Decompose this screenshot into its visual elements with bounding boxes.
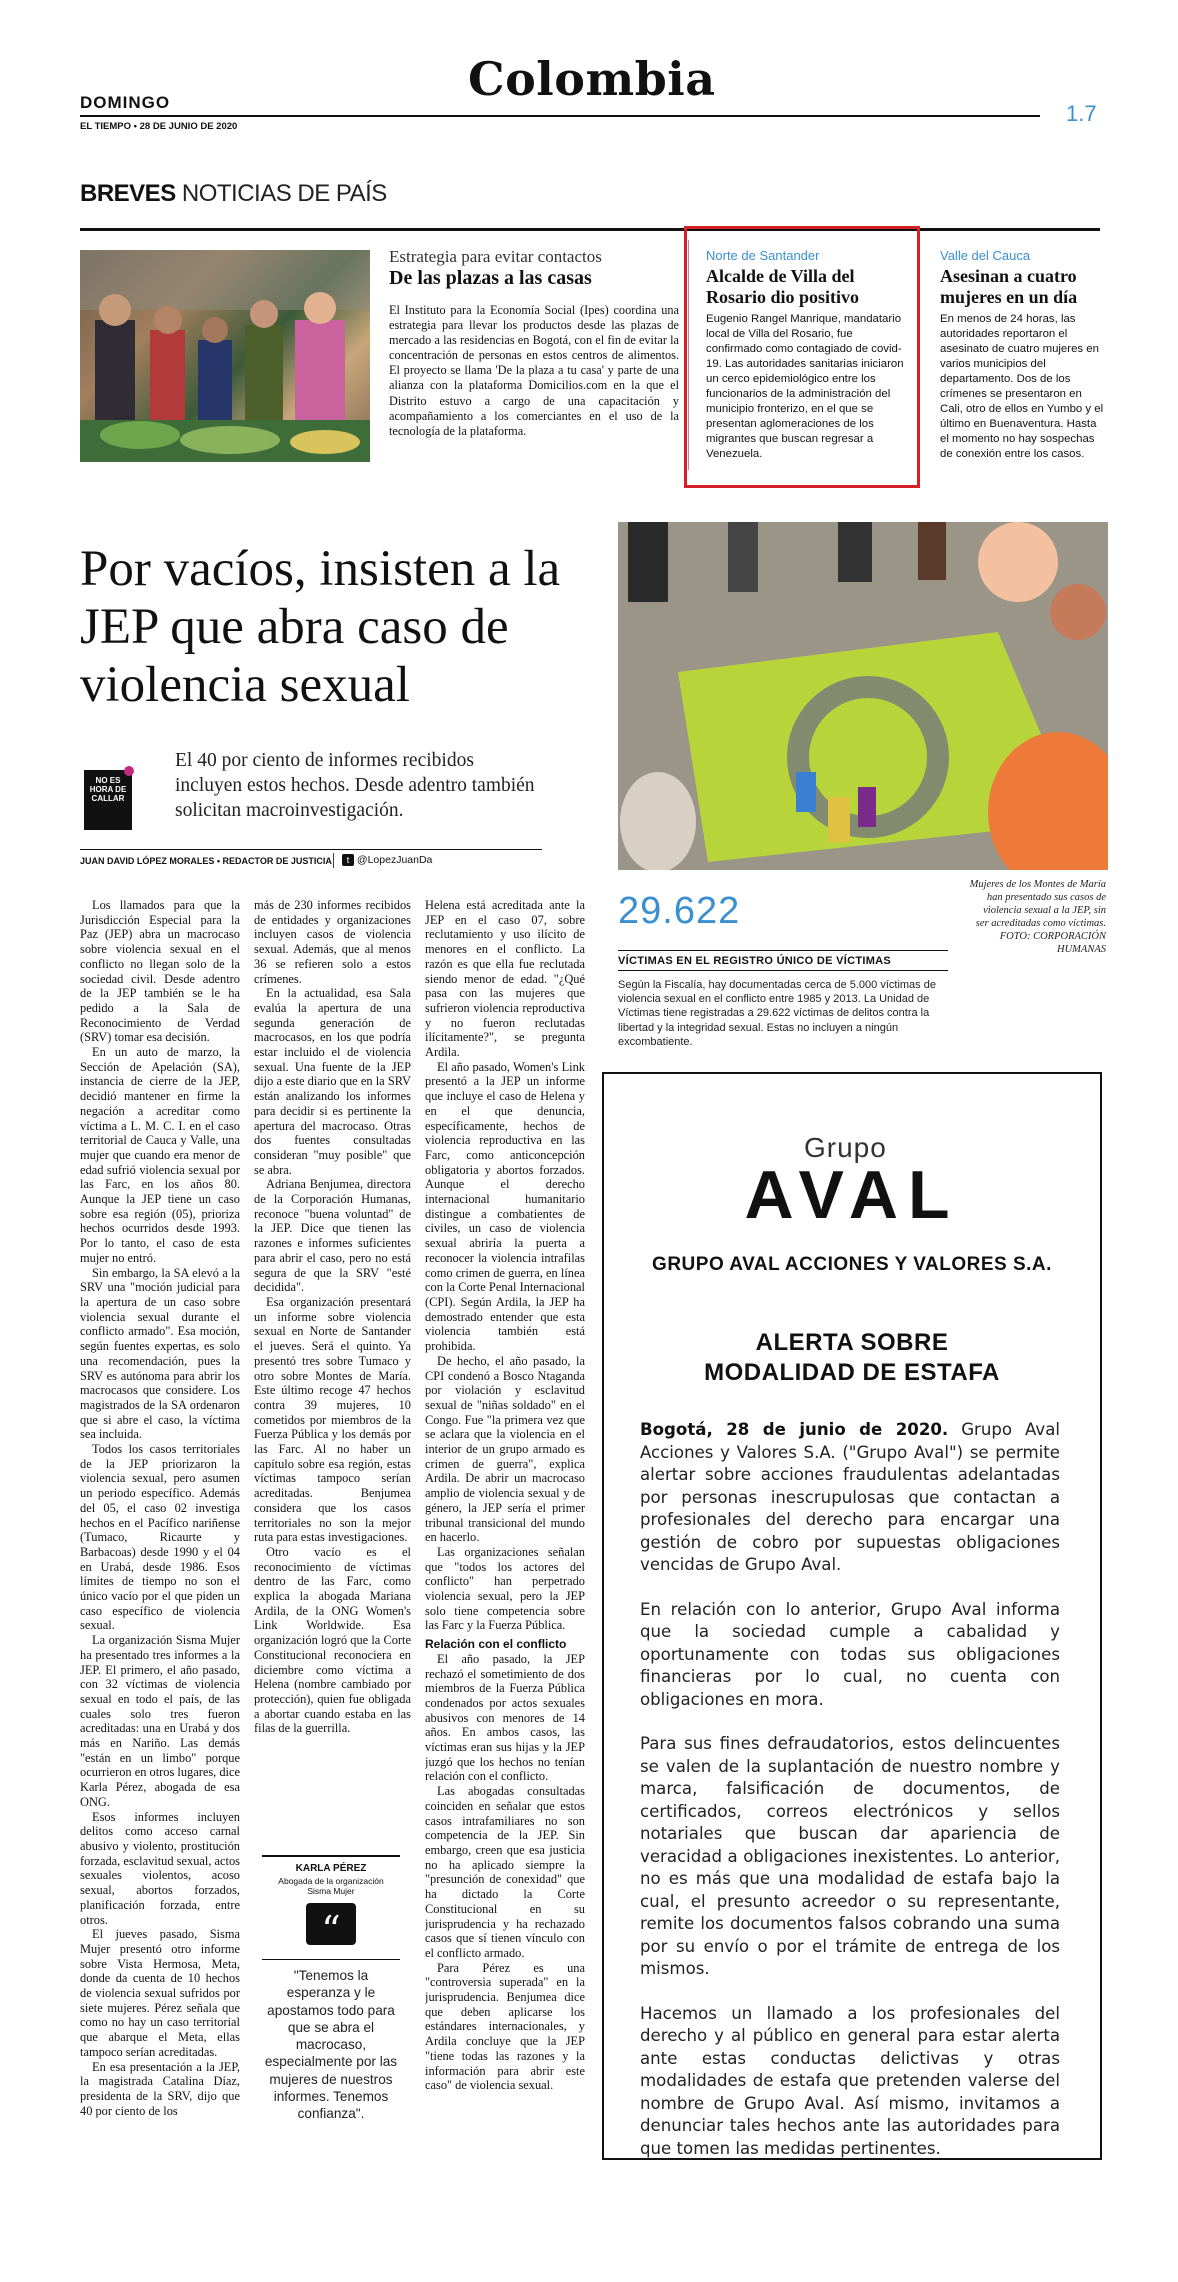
col3-p4: Las organizaciones señalan que "todos los actores del conflicto" han perpetrado violencia sexual, pero la JEP solo tiene competencia sobre las Farc y la Fuerza Pública. xyxy=(425,1544,585,1633)
campaign-logo xyxy=(84,770,132,830)
article-photo-art xyxy=(618,522,1108,870)
stat-value: 29.622 xyxy=(618,890,741,932)
campaign-logo-dot xyxy=(124,766,134,776)
ad-paragraph-3: Para sus fines defraudatorios, estos delincuentes se valen de la suplantación de nuestro nombre y marca, falsificación de documentos, de certificados, correos electrónicos y sellos notariales que buscan dar apariencia de veracidad a obligaciones inexistentes. Lo anterior, no es más que una modalidad de estafa bajo la cual, el presunto acreedor o su representante, remite los documentos falsos cobrando una suma por su envío o por el trámite de entrega de los mismos. xyxy=(640,1734,1060,1978)
col3-p5: El año pasado, la JEP rechazó el sometimiento de dos miembros de la Fuerza Pública condenados por actos sexuales abusivos con menores de 14 años. En ambos casos, las víctimas eran sus hijas y la JEP juzgó que los hechos no tenían relación con el conflicto. xyxy=(425,1651,585,1784)
breves-label-light: NOTICIAS DE PAÍS xyxy=(181,180,387,207)
photo-caption: Mujeres de los Montes de María han presentado sus casos de violencia sexual a la JEP, sin ser acreditadas como víctimas. FOTO: CORPORACIÓN HUMANAS xyxy=(969,879,1106,955)
col1-p4: Todos los casos territoriales de la JEP priorizaron la violencia sexual, pero asumen un periodo específico. Además del 05, el caso 02 investiga hechos en el Pacífico nariñense (Tumaco, Ricaurte y Barbacoas) desde 1990 y el 04 en Urabá, desde 1986. Esos límites de tiempo no son el único vacío por el que piden un caso específico de violencia sexual. xyxy=(80,1442,240,1633)
col1-p7: El jueves pasado, Sisma Mujer presentó otro informe sobre Vista Hermosa, Meta, donde da cuenta de 10 hechos de violencia sexual sufridos por siete mujeres. Pérez señala que como no hay un caso territorial que abarque el Meta, ellas tampoco serían acreditadas. xyxy=(80,1927,240,2059)
twitter-handle-text: @LopezJuanDa xyxy=(356,854,433,866)
col2-p1: más de 230 informes recibidos de entidades y organizaciones incluyen casos de violencia sexual. Además, que al menos 36 se refieren solo a estos crímenes. xyxy=(254,898,411,986)
brief-3-title: Asesinan a cuatro mujeres en un día xyxy=(940,266,1078,307)
article-column-2 xyxy=(254,898,411,1828)
col2-p3: Adriana Benjumea, directora de la Corporación Humanas, reconoce "buena voluntad" de la JEP. Dice que tienen las razones e informes suficientes para abrir el caso, pero no está segura de que la SRV "esté decidida". xyxy=(254,1177,411,1295)
quote-name: KARLA PÉREZ xyxy=(295,1863,367,1874)
grupo-aval-ad xyxy=(602,1072,1102,2160)
campaign-logo-text: NO ES HORA DE CALLAR xyxy=(89,776,127,803)
col1-p2: En un auto de marzo, la Sección de Apelación (SA), instancia de cierre de la JEP, decidió mantener en firme la negación a acreditar como víctima a L. M. C. I. en el caso territorial de Cauca y Valle, una mujer que cuando era menor de edad sufrió violencia sexual por las Farc, en los años 80. Aunque la JEP tiene un caso sobre esa región (05), prioriza hechos ocurridos desde 1993. Por lo tanto, el caso de esta mujer no entró. xyxy=(80,1045,240,1265)
ad-paragraph-2: En relación con lo anterior, Grupo Aval informa que la sociedad cumple a cabalidad y oportunamente con todas sus obligaciones financieras por lo cual, no cuenta con obligaciones en mora. xyxy=(640,1599,1060,1709)
col2-p5: Otro vacío es el reconocimiento de víctimas dentro de las Farc, como explica la abogada Mariana Ardila, de la ONG Women's Link Worldwide. Esa organización logró que la Corte Constitucional reconociera en diciembre como víctima a Helena (nombre cambiado por protección), quien fue obligada a abortar cuando estaba en las filas de la guerrilla. xyxy=(254,1544,411,1736)
article-headline: Por vacíos, insisten a la JEP que abra caso de violencia sexual xyxy=(80,541,561,713)
brief-2-body: Eugenio Rangel Manrique, mandatario local de Villa del Rosario, fue confirmado como contagiado de covid-19. Las autoridades sanitarias iniciaron un cerco epidemiológico entre los funcionarios de la administración del municipio fronterizo, en el que se presentan aglomeraciones de los migrantes que buscan regresar a Venezuela. xyxy=(706,313,904,460)
quote-mid-rule xyxy=(262,1959,400,1960)
brief-1-title: De las plazas a las casas xyxy=(389,267,592,289)
col1-p6: Esos informes incluyen delitos como acceso carnal abusivo y violento, prostitución forzada, esclavitud sexual, actos sexuales violentos, acoso sexual, abortos forzados, planificación forzada, entre otros. xyxy=(80,1809,240,1927)
ad-paragraph-1-text: Grupo Aval Acciones y Valores S.A. ("Grupo Aval") se permite alertar sobre acciones fraudulentas adelantadas por personas inescrupulosas que contactan a profesionales del derecho para encargar una gestión de cobro por supuestas obligaciones vencidas de Grupo Aval. xyxy=(640,1420,1060,1574)
col3-subhead: Relación con el conflicto xyxy=(425,1637,567,1652)
ad-body xyxy=(640,1419,1060,2182)
col3-p2: El año pasado, Women's Link presentó a la JEP un informe que incluye el caso de Helena y en el que denuncia, específicamente, hechos de violencia reproductiva en las Farc, como anticoncepción obligatoria y abortos forzados. Aunque el derecho internacional humanitario distingue a combatientes de civiles, un caso de violencia sexual abriría la puerta a reconocer la violencia intrafilas como crimen de guerra, en línea con la Corte Penal Internacional (CPI). Según Ardila, la JEP ha demostrado entender que esta violencia también está prohibida. xyxy=(425,1059,585,1354)
market-photo xyxy=(80,250,370,462)
ad-brand-large: AVAL xyxy=(744,1157,960,1233)
ad-paragraph-4: Hacemos un llamado a los profesionales del derecho y al público en general para estar alerta ante estas conductas delictivas y otras modalidades de estafa que pretenden valerse del nombre de Grupo Aval. Así mismo, invitamos a denunciar tales hechos ante las autoridades para que tomen las medidas pertinentes. xyxy=(640,2003,1060,2158)
article-deck: El 40 por ciento de informes recibidos incluyen estos hechos. Desde adentro también solicitan macroinvestigación. xyxy=(175,750,535,821)
page-number: 1.7 xyxy=(1066,101,1097,126)
breves-rule xyxy=(80,228,1100,231)
twitter-icon: t xyxy=(342,854,354,866)
col2-p4: Esa organización presentará un informe sobre violencia sexual en Norte de Santander el jueves. Será el quinto. Ya presentó tres sobre Tumaco y otro sobre Montes de María. Este último recoge 47 hechos contra 39 mujeres, 10 cometidos por miembros de la Fuerza Pública y los demás por las Farc. Al no haber un capítulo sobre esa región, estas víctimas tampoco serían acreditadas. Benjumea considera que los casos territoriales no son la mejor ruta para estas investigaciones. xyxy=(254,1294,411,1545)
col2-p2: En la actualidad, esa Sala evalúa la apertura de una segunda generación de macrocasos, en los que podría estar incluido el de violencia sexual. Una fuente de la JEP dijo a este diario que en la SRV están analizando los informes para decidir si es pertinente la apertura del macrocaso. Otras dos fuentes consultadas consideran "muy posible" que se abra. xyxy=(254,986,411,1177)
col1-p8: En esa presentación a la JEP, la magistrada Catalina Díaz, presidenta de la SRV, dijo que 40 por ciento de los xyxy=(80,2059,240,2118)
ad-brand-small: Grupo xyxy=(804,1132,887,1163)
ad-company: GRUPO AVAL ACCIONES Y VALORES S.A. xyxy=(652,1254,1052,1275)
col1-p3: Sin embargo, la SA elevó a la SRV una "moción judicial para la apertura de un caso sobre violencia sexual durante el conflicto armado". Esa moción, según fuentes expertas, es solo una recomendación, pues la SRV es autónoma para abrir los macrocasos que considere. Los magistrados de la SA ordenaron que si abre el caso, la víctima sea incluida. xyxy=(80,1265,240,1442)
dateline: EL TIEMPO • 28 DE JUNIO DE 2020 xyxy=(80,121,238,132)
day-label: DOMINGO xyxy=(80,93,171,112)
col1-p5: La organización Sisma Mujer ha presentado tres informes a la JEP. El primero, el año pasado, con 32 víctimas de violencia sexual en todo el país, de las cuales solo tres fueron acreditadas: una en Urabá y dos más en Nariño. Las demás "están en un limbo" porque ocurrieron en otros lugares, dice Karla Pérez, abogada de esa ONG. xyxy=(80,1633,240,1809)
quote-top-rule xyxy=(262,1855,400,1857)
col3-p1: Helena está acreditada ante la JEP en el caso 07, sobre reclutamiento y uso ilícito de menores en el conflicto. La razón es que ella fue reclutada siendo menor de edad. "¿Qué pasa con las mujeres que sufrieron violencia reproductiva y no fueron reclutadas ilícitamente?", se pregunta Ardila. xyxy=(425,898,585,1060)
ad-title-line2: MODALIDAD DE ESTAFA xyxy=(704,1359,1000,1386)
breves-label-bold: BREVES xyxy=(80,180,176,207)
stat-text: Según la Fiscalía, hay documentadas cerca de 5.000 víctimas de violencia sexual en el conflicto entre 1985 y 2013. La Unidad de Víctimas tiene registradas a 29.622 víctimas de delitos contra la libertad y la integridad sexual. Estas no incluyen a ningún excombatiente. xyxy=(618,979,936,1048)
article-column-3 xyxy=(425,898,585,2138)
byline-separator xyxy=(333,853,334,868)
header-rule xyxy=(80,115,1040,117)
col3-p3: De hecho, el año pasado, la CPI condenó a Bosco Ntaganda por violación y esclavitud sexual de "niñas soldado" en el Congo. Fue "la primera vez que se aclara que la violencia en el interior de un grupo armado es crimen de guerra", explica Ardila. De abrir un macrocaso amplio de violencia sexual y de género, la JEP sería el primer tribunal transicional del mundo en hacerlo. xyxy=(425,1353,585,1545)
stat-rule xyxy=(618,950,948,951)
brief-3-body: En menos de 24 horas, las autoridades reportaron el asesinato de cuatro mujeres en varios municipios del departamento. Dos de los crímenes se presentaron en Cali, otro de ellos en Yumbo y el último en Buenaventura. Hasta el momento no hay sospechas de conexión entre los casos. xyxy=(940,313,1104,460)
col3-p7: Para Pérez es una "controversia superada" en la jurisprudencia. Benjumea dice que deben aplicarse los estándares internacionales, y Ardila concluye que la JEP "tiene todas las razones y la información para abrir este caso" de violencia sexual. xyxy=(425,1960,585,2093)
quote-text: "Tenemos la esperanza y le apostamos todo para que se abra el macrocaso, especialmente por las mujeres de nuestros informes. Tenemos confianza". xyxy=(264,1968,398,2122)
brief-2-title: Alcalde de Villa del Rosario dio positivo xyxy=(706,266,860,307)
stat-rule-2 xyxy=(618,970,948,971)
market-photo-art xyxy=(80,250,370,462)
quote-icon: “ xyxy=(306,1903,356,1945)
brief-1-body: El Instituto para la Economía Social (Ipes) coordina una estrategia para llevar los productos desde las plazas de mercado a las residencias en Bogotá, con el fin de evitar la concentración de personas en estos centros de alimentos. El proyecto se llama 'De la plaza a tu casa' y parte de una alianza con la plataforma Domicilios.com en la que el Distrito estuvo a cargo de una capacitación y acompañamiento a los comerciantes en el uso de la tecnología de la plataforma. xyxy=(389,303,679,438)
brief-1-kicker: Estrategia para evitar contactos xyxy=(389,247,602,266)
col1-p1: Los llamados para que la Jurisdicción Especial para la Paz (JEP) abra un macrocaso sobre violencia sexual en el conflicto no llegan solo de la sociedad civil. Desde adentro de la JEP también se le ha pedido a la Sala de Reconocimiento de Verdad (SRV) tomar esa decisión. xyxy=(80,898,240,1045)
ad-title-line1: ALERTA SOBRE xyxy=(755,1329,949,1356)
quote-role: Abogada de la organización Sisma Mujer xyxy=(278,1876,384,1896)
stat-label: VÍCTIMAS EN EL REGISTRO ÚNICO DE VÍCTIMAS xyxy=(618,955,892,967)
brief-2-kicker: Norte de Santander xyxy=(706,248,820,263)
twitter-handle xyxy=(342,854,432,866)
breves-label xyxy=(80,180,387,208)
col3-p6: Las abogadas consultadas coinciden en señalar que estos casos intrafamiliares no son competencia de la JEP. Sin embargo, creen que esa justicia no ha aplicado siempre la "presunción de conexidad" que ha dictado la Corte Constitucional en su jurisprudencia y ha rechazado casos que sí tienen vínculo con el conflicto armado. xyxy=(425,1784,585,1960)
article-column-1 xyxy=(80,898,240,2148)
byline-rule xyxy=(80,849,542,850)
section-title: Colombia xyxy=(468,52,716,106)
brief-3-kicker: Valle del Cauca xyxy=(940,248,1031,263)
article-photo xyxy=(618,522,1108,870)
ad-paragraph-1-lead: Bogotá, 28 de junio de 2020. xyxy=(640,1420,949,1439)
byline: JUAN DAVID LÓPEZ MORALES • REDACTOR DE JUSTICIA xyxy=(80,856,332,866)
quote-box xyxy=(262,1855,400,2145)
ad-paragraph-1 xyxy=(640,1419,1060,1577)
